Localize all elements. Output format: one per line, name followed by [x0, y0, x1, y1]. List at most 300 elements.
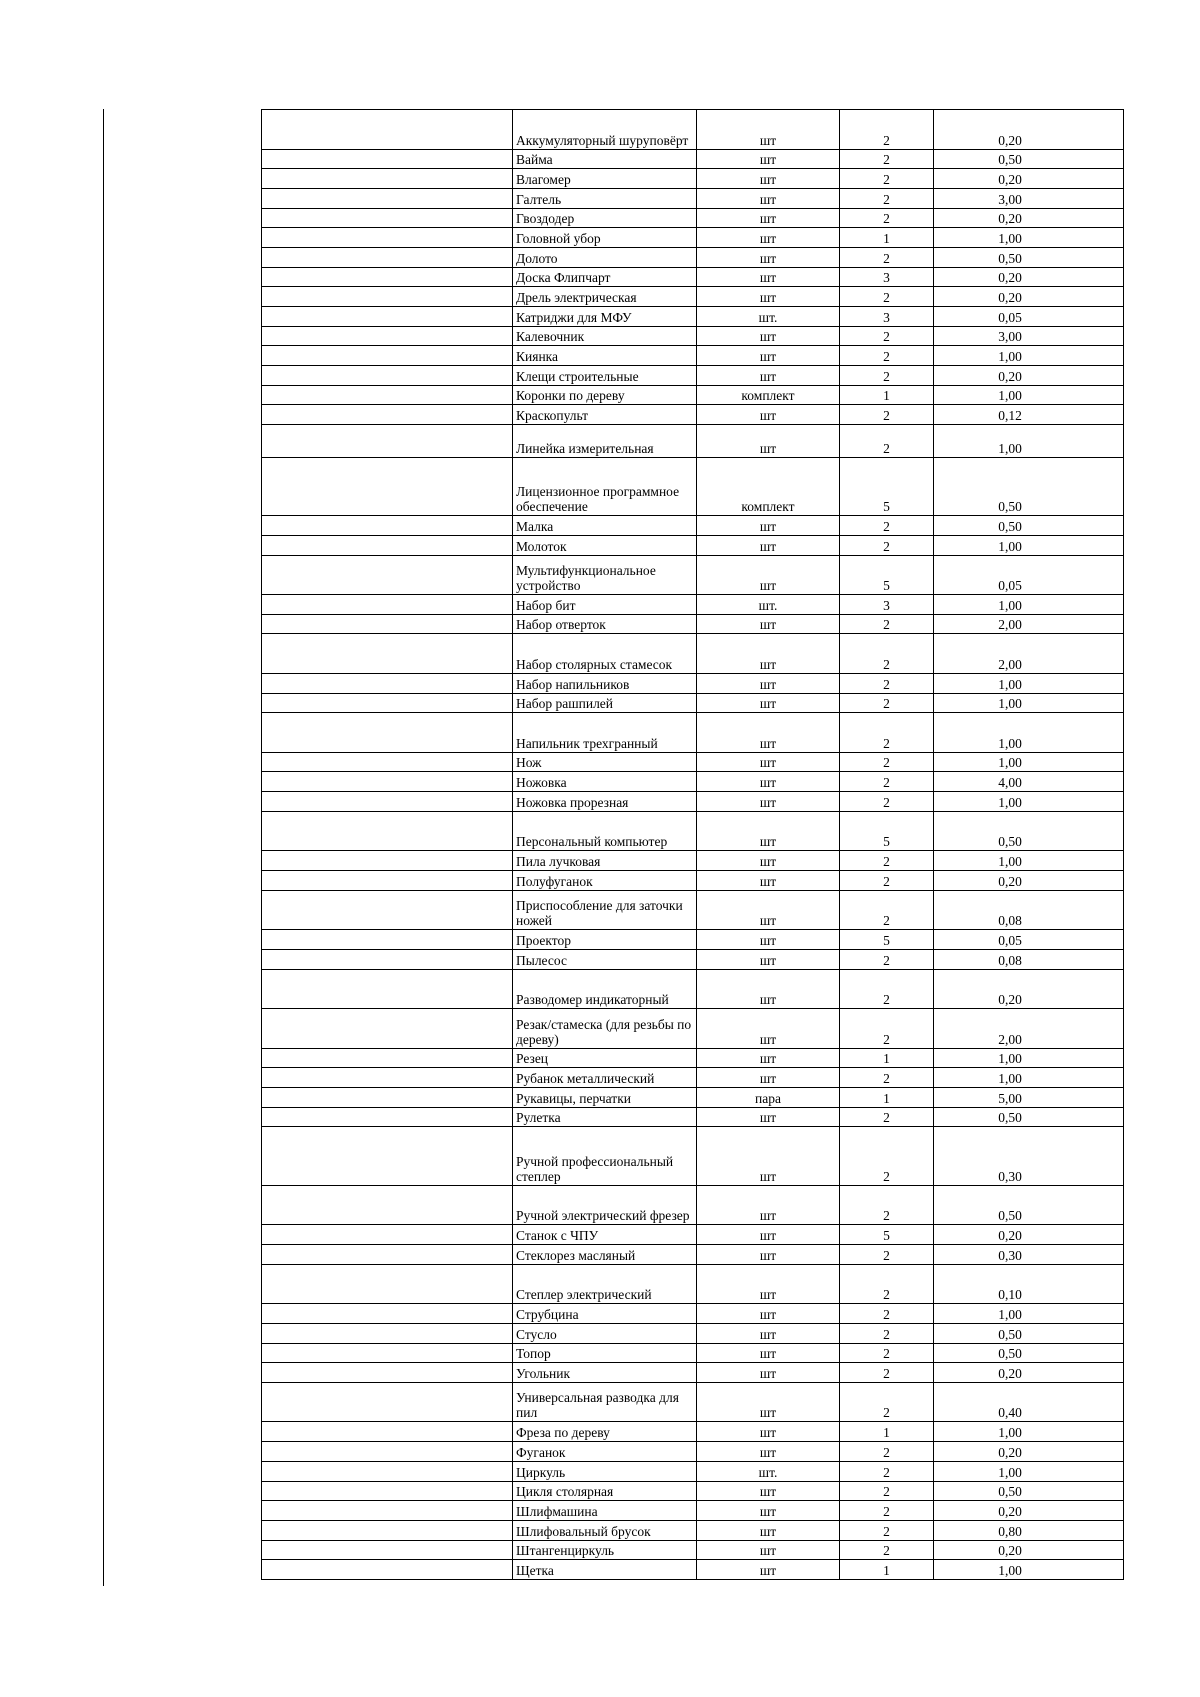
item-name-cell: Киянка	[513, 346, 697, 366]
value-cell: 1,00	[934, 752, 1124, 772]
empty-cell	[262, 851, 513, 871]
empty-cell	[262, 1087, 513, 1107]
unit-cell: шт	[697, 1304, 840, 1324]
value-cell: 1,00	[934, 851, 1124, 871]
value-cell: 1,00	[934, 693, 1124, 713]
value-cell: 1,00	[934, 1422, 1124, 1442]
unit-cell: шт	[697, 1481, 840, 1501]
value-cell: 0,50	[934, 1323, 1124, 1343]
item-name-cell: Шлифмашина	[513, 1501, 697, 1521]
unit-cell: шт	[697, 208, 840, 228]
value-cell: 1,00	[934, 713, 1124, 753]
unit-cell: шт	[697, 188, 840, 208]
quantity-cell: 1	[840, 1087, 934, 1107]
table-row	[262, 555, 1124, 595]
value-cell: 0,20	[934, 287, 1124, 307]
empty-cell	[262, 457, 513, 516]
empty-cell	[262, 188, 513, 208]
table-row	[262, 405, 1124, 425]
value-cell: 0,20	[934, 871, 1124, 891]
table-row	[262, 1481, 1124, 1501]
item-name-cell: Ножовка	[513, 772, 697, 792]
value-cell: 0,05	[934, 307, 1124, 327]
quantity-cell: 1	[840, 1422, 934, 1442]
value-cell: 0,50	[934, 457, 1124, 516]
value-cell: 1,00	[934, 1560, 1124, 1580]
table-row	[262, 1087, 1124, 1107]
table-row	[262, 247, 1124, 267]
table-row	[262, 1501, 1124, 1521]
quantity-cell: 2	[840, 247, 934, 267]
table-row	[262, 595, 1124, 615]
item-name-cell: Лицензионное программное обеспечение	[513, 457, 697, 516]
empty-cell	[262, 1068, 513, 1088]
table-row	[262, 307, 1124, 327]
value-cell: 1,00	[934, 1048, 1124, 1068]
unit-cell: шт	[697, 1225, 840, 1245]
empty-cell	[262, 366, 513, 386]
quantity-cell: 2	[840, 1009, 934, 1049]
table-row	[262, 1343, 1124, 1363]
table-row	[262, 1382, 1124, 1422]
value-cell: 1,00	[934, 1304, 1124, 1324]
empty-cell	[262, 1009, 513, 1049]
quantity-cell: 2	[840, 208, 934, 228]
empty-cell	[262, 247, 513, 267]
item-name-cell: Мультифункциональное устройство	[513, 555, 697, 595]
quantity-cell: 2	[840, 1363, 934, 1383]
quantity-cell: 2	[840, 1264, 934, 1304]
value-cell: 1,00	[934, 346, 1124, 366]
value-cell: 0,20	[934, 110, 1124, 150]
quantity-cell: 2	[840, 1127, 934, 1186]
quantity-cell: 3	[840, 307, 934, 327]
unit-cell: шт	[697, 930, 840, 950]
quantity-cell: 2	[840, 1343, 934, 1363]
empty-cell	[262, 267, 513, 287]
item-name-cell: Шлифовальный брусок	[513, 1520, 697, 1540]
value-cell: 0,30	[934, 1245, 1124, 1265]
table-row	[262, 228, 1124, 248]
empty-cell	[262, 326, 513, 346]
empty-cell	[262, 149, 513, 169]
unit-cell: шт	[697, 871, 840, 891]
quantity-cell: 2	[840, 1107, 934, 1127]
table-row	[262, 1048, 1124, 1068]
quantity-cell: 2	[840, 851, 934, 871]
value-cell: 0,50	[934, 149, 1124, 169]
quantity-cell: 1	[840, 1560, 934, 1580]
unit-cell: шт	[697, 1560, 840, 1580]
quantity-cell: 2	[840, 169, 934, 189]
empty-cell	[262, 287, 513, 307]
table-row	[262, 949, 1124, 969]
empty-cell	[262, 1245, 513, 1265]
table-row	[262, 890, 1124, 930]
quantity-cell: 2	[840, 969, 934, 1009]
item-name-cell: Коронки по дереву	[513, 385, 697, 405]
unit-cell: шт	[697, 1382, 840, 1422]
empty-cell	[262, 385, 513, 405]
item-name-cell: Пылесос	[513, 949, 697, 969]
item-name-cell: Гвоздодер	[513, 208, 697, 228]
table-row	[262, 1560, 1124, 1580]
equipment-table-container	[261, 109, 1124, 1580]
quantity-cell: 2	[840, 405, 934, 425]
empty-cell	[262, 1382, 513, 1422]
value-cell: 1,00	[934, 425, 1124, 458]
margin-rule	[103, 109, 104, 1586]
value-cell: 1,00	[934, 228, 1124, 248]
empty-cell	[262, 1127, 513, 1186]
empty-cell	[262, 1442, 513, 1462]
unit-cell: шт	[697, 1245, 840, 1265]
unit-cell: шт	[697, 752, 840, 772]
table-row	[262, 457, 1124, 516]
empty-cell	[262, 208, 513, 228]
unit-cell: шт	[697, 1264, 840, 1304]
quantity-cell: 2	[840, 713, 934, 753]
value-cell: 0,08	[934, 949, 1124, 969]
quantity-cell: 2	[840, 1461, 934, 1481]
table-row	[262, 267, 1124, 287]
item-name-cell: Нож	[513, 752, 697, 772]
quantity-cell: 2	[840, 188, 934, 208]
empty-cell	[262, 1225, 513, 1245]
quantity-cell: 2	[840, 1323, 934, 1343]
table-row	[262, 1520, 1124, 1540]
item-name-cell: Линейка измерительная	[513, 425, 697, 458]
unit-cell: шт	[697, 1107, 840, 1127]
quantity-cell: 3	[840, 595, 934, 615]
table-row	[262, 693, 1124, 713]
value-cell: 2,00	[934, 634, 1124, 674]
table-row	[262, 188, 1124, 208]
item-name-cell: Проектор	[513, 930, 697, 950]
value-cell: 2,00	[934, 1009, 1124, 1049]
item-name-cell: Головной убор	[513, 228, 697, 248]
table-row	[262, 208, 1124, 228]
item-name-cell: Набор столярных стамесок	[513, 634, 697, 674]
unit-cell: шт	[697, 1442, 840, 1462]
table-row	[262, 346, 1124, 366]
value-cell: 0,50	[934, 1107, 1124, 1127]
unit-cell: шт	[697, 1185, 840, 1225]
value-cell: 0,30	[934, 1127, 1124, 1186]
item-name-cell: Резец	[513, 1048, 697, 1068]
item-name-cell: Пила лучковая	[513, 851, 697, 871]
empty-cell	[262, 555, 513, 595]
empty-cell	[262, 1520, 513, 1540]
quantity-cell: 2	[840, 287, 934, 307]
table-row	[262, 169, 1124, 189]
value-cell: 0,05	[934, 555, 1124, 595]
value-cell: 0,50	[934, 1185, 1124, 1225]
item-name-cell: Рубанок металлический	[513, 1068, 697, 1088]
unit-cell: шт	[697, 969, 840, 1009]
table-row	[262, 1068, 1124, 1088]
empty-cell	[262, 772, 513, 792]
table-row	[262, 149, 1124, 169]
unit-cell: шт	[697, 326, 840, 346]
item-name-cell: Штангенциркуль	[513, 1540, 697, 1560]
unit-cell: шт	[697, 1422, 840, 1442]
unit-cell: шт	[697, 949, 840, 969]
empty-cell	[262, 1107, 513, 1127]
empty-cell	[262, 1540, 513, 1560]
quantity-cell: 2	[840, 366, 934, 386]
value-cell: 5,00	[934, 1087, 1124, 1107]
table-row	[262, 969, 1124, 1009]
empty-cell	[262, 1422, 513, 1442]
table-row	[262, 871, 1124, 891]
value-cell: 0,50	[934, 1343, 1124, 1363]
unit-cell: шт	[697, 1323, 840, 1343]
quantity-cell: 2	[840, 792, 934, 812]
unit-cell: комплект	[697, 385, 840, 405]
value-cell: 1,00	[934, 1068, 1124, 1088]
unit-cell: шт	[697, 366, 840, 386]
empty-cell	[262, 535, 513, 555]
table-row	[262, 634, 1124, 674]
unit-cell: шт	[697, 634, 840, 674]
value-cell: 0,20	[934, 1540, 1124, 1560]
unit-cell: шт	[697, 228, 840, 248]
value-cell: 0,20	[934, 1501, 1124, 1521]
table-row	[262, 1245, 1124, 1265]
item-name-cell: Клещи строительные	[513, 366, 697, 386]
equipment-table	[261, 109, 1124, 1580]
quantity-cell: 5	[840, 930, 934, 950]
table-row	[262, 1127, 1124, 1186]
quantity-cell: 5	[840, 457, 934, 516]
empty-cell	[262, 425, 513, 458]
quantity-cell: 2	[840, 1442, 934, 1462]
value-cell: 3,00	[934, 326, 1124, 346]
empty-cell	[262, 1185, 513, 1225]
quantity-cell: 1	[840, 385, 934, 405]
unit-cell: шт	[697, 169, 840, 189]
item-name-cell: Рулетка	[513, 1107, 697, 1127]
unit-cell: шт	[697, 149, 840, 169]
empty-cell	[262, 1048, 513, 1068]
table-row	[262, 1264, 1124, 1304]
item-name-cell: Стеклорез масляный	[513, 1245, 697, 1265]
unit-cell: шт	[697, 792, 840, 812]
table-row	[262, 425, 1124, 458]
table-row	[262, 930, 1124, 950]
table-row	[262, 752, 1124, 772]
item-name-cell: Топор	[513, 1343, 697, 1363]
value-cell: 0,08	[934, 890, 1124, 930]
value-cell: 0,20	[934, 208, 1124, 228]
empty-cell	[262, 595, 513, 615]
value-cell: 1,00	[934, 535, 1124, 555]
table-row	[262, 516, 1124, 536]
table-row	[262, 811, 1124, 851]
table-row	[262, 1461, 1124, 1481]
unit-cell: шт.	[697, 307, 840, 327]
table-row	[262, 614, 1124, 634]
item-name-cell: Фуганок	[513, 1442, 697, 1462]
unit-cell: шт	[697, 110, 840, 150]
table-row	[262, 1363, 1124, 1383]
empty-cell	[262, 930, 513, 950]
quantity-cell: 5	[840, 811, 934, 851]
unit-cell: шт	[697, 1363, 840, 1383]
table-row	[262, 1422, 1124, 1442]
item-name-cell: Влагомер	[513, 169, 697, 189]
quantity-cell: 2	[840, 1481, 934, 1501]
item-name-cell: Полуфуганок	[513, 871, 697, 891]
value-cell: 0,50	[934, 247, 1124, 267]
value-cell: 4,00	[934, 772, 1124, 792]
empty-cell	[262, 673, 513, 693]
item-name-cell: Ручной профессиональный степлер	[513, 1127, 697, 1186]
unit-cell: шт	[697, 1068, 840, 1088]
item-name-cell: Универсальная разводка для пил	[513, 1382, 697, 1422]
unit-cell: шт.	[697, 1461, 840, 1481]
unit-cell: шт	[697, 890, 840, 930]
table-row	[262, 326, 1124, 346]
value-cell: 0,10	[934, 1264, 1124, 1304]
item-name-cell: Приспособление для заточки ножей	[513, 890, 697, 930]
quantity-cell: 3	[840, 267, 934, 287]
quantity-cell: 5	[840, 555, 934, 595]
quantity-cell: 2	[840, 1245, 934, 1265]
table-row	[262, 1442, 1124, 1462]
value-cell: 0,20	[934, 1363, 1124, 1383]
empty-cell	[262, 614, 513, 634]
unit-cell: шт	[697, 535, 840, 555]
unit-cell: шт	[697, 346, 840, 366]
empty-cell	[262, 169, 513, 189]
unit-cell: шт	[697, 811, 840, 851]
unit-cell: шт	[697, 1048, 840, 1068]
table-row	[262, 385, 1124, 405]
empty-cell	[262, 1264, 513, 1304]
unit-cell: шт	[697, 851, 840, 871]
value-cell: 1,00	[934, 1461, 1124, 1481]
item-name-cell: Долото	[513, 247, 697, 267]
item-name-cell: Краскопульт	[513, 405, 697, 425]
equipment-table-body	[262, 110, 1124, 1580]
quantity-cell: 5	[840, 1225, 934, 1245]
item-name-cell: Доска Флипчарт	[513, 267, 697, 287]
value-cell: 0,20	[934, 1225, 1124, 1245]
value-cell: 0,50	[934, 1481, 1124, 1501]
quantity-cell: 2	[840, 535, 934, 555]
unit-cell: шт	[697, 1343, 840, 1363]
table-row	[262, 366, 1124, 386]
value-cell: 0,80	[934, 1520, 1124, 1540]
empty-cell	[262, 1461, 513, 1481]
unit-cell: шт	[697, 1520, 840, 1540]
quantity-cell: 2	[840, 614, 934, 634]
value-cell: 2,00	[934, 614, 1124, 634]
empty-cell	[262, 752, 513, 772]
unit-cell: шт	[697, 614, 840, 634]
item-name-cell: Персональный компьютер	[513, 811, 697, 851]
item-name-cell: Фреза по дереву	[513, 1422, 697, 1442]
empty-cell	[262, 1481, 513, 1501]
table-row	[262, 772, 1124, 792]
item-name-cell: Степлер электрический	[513, 1264, 697, 1304]
item-name-cell: Стусло	[513, 1323, 697, 1343]
empty-cell	[262, 228, 513, 248]
value-cell: 0,12	[934, 405, 1124, 425]
unit-cell: шт	[697, 405, 840, 425]
table-row	[262, 535, 1124, 555]
value-cell: 0,50	[934, 811, 1124, 851]
item-name-cell: Калевочник	[513, 326, 697, 346]
quantity-cell: 2	[840, 693, 934, 713]
empty-cell	[262, 693, 513, 713]
quantity-cell: 2	[840, 772, 934, 792]
empty-cell	[262, 713, 513, 753]
value-cell: 0,20	[934, 1442, 1124, 1462]
table-row	[262, 1009, 1124, 1049]
quantity-cell: 2	[840, 752, 934, 772]
item-name-cell: Струбцина	[513, 1304, 697, 1324]
item-name-cell: Молоток	[513, 535, 697, 555]
item-name-cell: Цикля столярная	[513, 1481, 697, 1501]
item-name-cell: Вайма	[513, 149, 697, 169]
table-row	[262, 851, 1124, 871]
item-name-cell: Резак/стамеска (для резьбы по дереву)	[513, 1009, 697, 1049]
empty-cell	[262, 792, 513, 812]
item-name-cell: Катриджи для МФУ	[513, 307, 697, 327]
item-name-cell: Разводомер индикаторный	[513, 969, 697, 1009]
unit-cell: шт	[697, 713, 840, 753]
unit-cell: шт	[697, 425, 840, 458]
value-cell: 3,00	[934, 188, 1124, 208]
table-row	[262, 1225, 1124, 1245]
quantity-cell: 2	[840, 516, 934, 536]
value-cell: 0,05	[934, 930, 1124, 950]
unit-cell: шт	[697, 1540, 840, 1560]
value-cell: 0,40	[934, 1382, 1124, 1422]
value-cell: 1,00	[934, 792, 1124, 812]
unit-cell: шт	[697, 1501, 840, 1521]
quantity-cell: 2	[840, 1382, 934, 1422]
item-name-cell: Малка	[513, 516, 697, 536]
item-name-cell: Галтель	[513, 188, 697, 208]
item-name-cell: Щетка	[513, 1560, 697, 1580]
empty-cell	[262, 1304, 513, 1324]
unit-cell: шт	[697, 1009, 840, 1049]
empty-cell	[262, 949, 513, 969]
quantity-cell: 2	[840, 1304, 934, 1324]
unit-cell: шт	[697, 247, 840, 267]
item-name-cell: Рукавицы, перчатки	[513, 1087, 697, 1107]
quantity-cell: 2	[840, 149, 934, 169]
empty-cell	[262, 634, 513, 674]
unit-cell: шт	[697, 772, 840, 792]
item-name-cell: Набор отверток	[513, 614, 697, 634]
table-row	[262, 713, 1124, 753]
quantity-cell: 2	[840, 871, 934, 891]
quantity-cell: 2	[840, 110, 934, 150]
table-row	[262, 1540, 1124, 1560]
value-cell: 0,20	[934, 267, 1124, 287]
item-name-cell: Станок с ЧПУ	[513, 1225, 697, 1245]
quantity-cell: 1	[840, 1048, 934, 1068]
empty-cell	[262, 969, 513, 1009]
empty-cell	[262, 1363, 513, 1383]
value-cell: 0,20	[934, 169, 1124, 189]
quantity-cell: 2	[840, 1540, 934, 1560]
